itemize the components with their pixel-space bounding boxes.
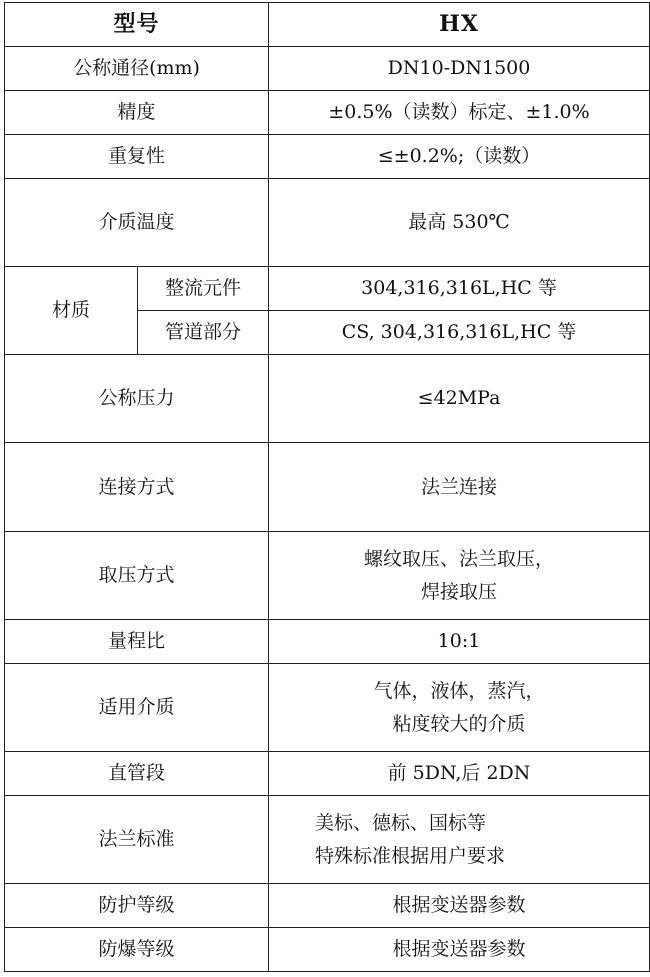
- material-label: 材质: [5, 267, 138, 355]
- table-row: [5, 355, 650, 443]
- table-row: [5, 884, 650, 928]
- row-value: 304,316,316L,HC 等: [269, 267, 650, 311]
- row-value: 前 5DN,后 2DN: [269, 752, 650, 796]
- row-label: 公称压力: [5, 355, 269, 443]
- row-label: 防护等级: [5, 884, 269, 928]
- row-value: [269, 796, 650, 884]
- row-label: 公称通径(mm): [5, 47, 269, 91]
- table-row: [5, 443, 650, 532]
- row-value: ≤42MPa: [269, 355, 650, 443]
- table-row: [5, 664, 650, 752]
- table-row: [5, 796, 650, 884]
- table-row: [5, 532, 650, 620]
- row-label: 法兰标准: [5, 796, 269, 884]
- row-value: 最高 530℃: [269, 179, 650, 267]
- value-line: 特殊标准根据用户要求: [315, 844, 506, 867]
- row-value: 10:1: [269, 620, 650, 664]
- row-value: ≤±0.2%;（读数）: [269, 135, 650, 179]
- value-line: 焊接取压: [421, 580, 498, 603]
- table-row: [5, 179, 650, 267]
- value-line: 气体，液体，蒸汽，: [373, 679, 545, 702]
- row-label: 直管段: [5, 752, 269, 796]
- row-sublabel: 整流元件: [138, 267, 269, 311]
- table-row: [5, 91, 650, 135]
- value-line: 美标、德标、国标等: [315, 811, 487, 834]
- header-label: 型号: [5, 3, 269, 47]
- row-value: DN10-DN1500: [269, 47, 650, 91]
- row-value: 法兰连接: [269, 443, 650, 532]
- value-line: 螺纹取压、法兰取压，: [364, 547, 555, 570]
- row-label: 适用介质: [5, 664, 269, 752]
- spec-table: [4, 2, 650, 972]
- table-row: [5, 267, 650, 311]
- row-value: ±0.5%（读数）标定、±1.0%: [269, 91, 650, 135]
- row-label: 连接方式: [5, 443, 269, 532]
- table-row: [5, 3, 650, 47]
- row-label: 量程比: [5, 620, 269, 664]
- row-value: 根据变送器参数: [269, 928, 650, 972]
- row-value: 根据变送器参数: [269, 884, 650, 928]
- header-value: HX: [269, 3, 650, 47]
- table-row: [5, 928, 650, 972]
- table-row: [5, 752, 650, 796]
- table-row: [5, 620, 650, 664]
- row-value: CS, 304,316,316L,HC 等: [269, 311, 650, 355]
- row-value: [269, 664, 650, 752]
- row-label: 介质温度: [5, 179, 269, 267]
- row-value: [269, 532, 650, 620]
- row-label: 防爆等级: [5, 928, 269, 972]
- row-sublabel: 管道部分: [138, 311, 269, 355]
- table-row: [5, 135, 650, 179]
- row-label: 取压方式: [5, 532, 269, 620]
- table-row: [5, 47, 650, 91]
- row-label: 精度: [5, 91, 269, 135]
- row-label: 重复性: [5, 135, 269, 179]
- value-line: 粘度较大的介质: [392, 712, 526, 735]
